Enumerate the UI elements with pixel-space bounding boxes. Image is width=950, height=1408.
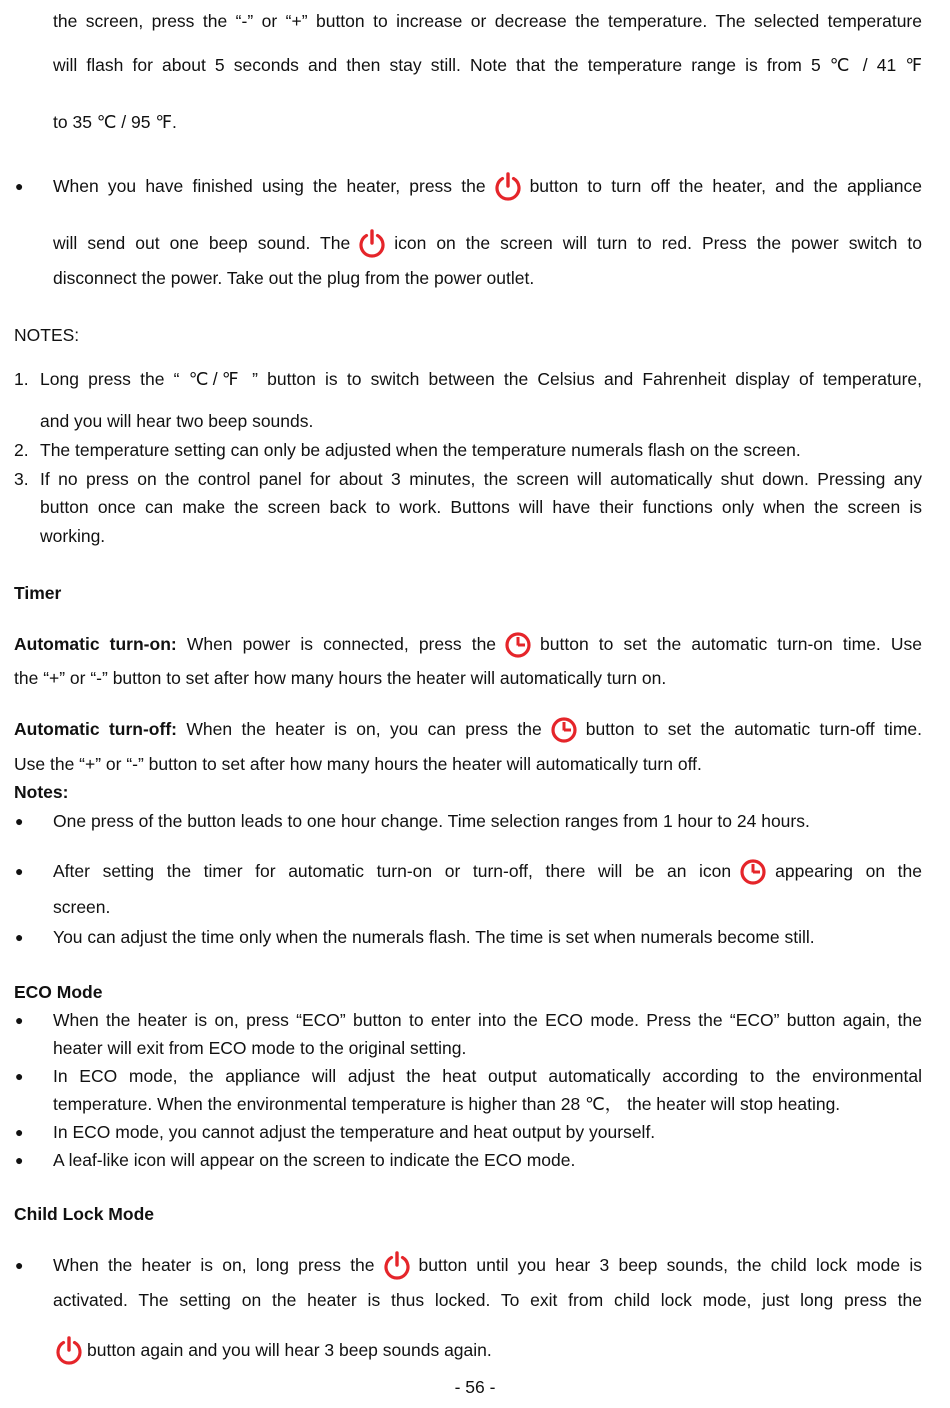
- timer-icon: [737, 856, 769, 888]
- eco-heading: ECO Mode: [14, 982, 103, 1002]
- child-lock-line-2: activated. The setting on the heater is thus locked. To exit from child lock mode, just long press the: [53, 1290, 922, 1310]
- timer-on-text: When power is connected, press the: [186, 634, 497, 654]
- timer-on-text: button to set the automatic turn-on time. Use: [540, 634, 922, 654]
- timer-note-2-text: After setting the timer for automatic turn-on or turn-off, there will be an icon: [53, 861, 732, 881]
- eco-note-3: In ECO mode, you cannot adjust the temperature and heat output by yourself.: [53, 1122, 656, 1142]
- child-lock-text: button until you hear 3 beep sounds, the child lock mode is: [418, 1255, 922, 1275]
- eco-note-2-line-2: temperature. When the environmental temperature is higher than 28 ℃， the heater will stop heating.: [53, 1094, 841, 1114]
- bullet-dot: ●: [15, 1068, 24, 1084]
- bullet-dot: ●: [15, 1124, 24, 1140]
- timer-off-line-1: [14, 707, 922, 751]
- eco-note-1-line-1: When the heater is on, press “ECO” button to enter into the ECO mode. Press the “ECO” button again, the: [53, 1010, 922, 1030]
- note-1-line-1: Long press the “ ℃/℉ ” button is to switch between the Celsius and Fahrenheit display of temperature,: [40, 369, 922, 389]
- power-icon: [356, 228, 388, 260]
- note-3-line-1: If no press on the control panel for about 3 minutes, the screen will automatically shut down. Pressing any: [40, 469, 922, 489]
- timer-on-line-2: the “+” or “-” button to set after how many hours the heater will automatically turn on.: [14, 668, 667, 688]
- bullet-dot: ●: [15, 813, 24, 829]
- eco-note-2-line-1: In ECO mode, the appliance will adjust the heat output automatically according to the environmental: [53, 1066, 922, 1086]
- off-bullet-text: button to turn off the heater, and the appliance: [529, 176, 922, 196]
- timer-note-2-line-2: screen.: [53, 897, 111, 917]
- child-lock-text: When the heater is on, long press the: [53, 1255, 375, 1275]
- intro-line-2: will flash for about 5 seconds and then stay still. Note that the temperature range is from 5 ℃ / 41 ℉: [53, 55, 922, 75]
- bullet-dot: ●: [15, 1152, 24, 1168]
- bullet-dot: ●: [15, 929, 24, 945]
- timer-off-line-2: Use the “+” or “-” button to set after how many hours the heater will automatically turn off.: [14, 754, 702, 774]
- power-icon: [492, 171, 524, 203]
- bullet-dot: ●: [15, 1257, 24, 1273]
- power-icon: [53, 1335, 85, 1367]
- off-bullet-line-1: [53, 164, 922, 208]
- power-icon: [381, 1250, 413, 1282]
- child-lock-line-1: [53, 1243, 922, 1287]
- note-number: 1.: [14, 369, 29, 389]
- note-1-line-2: and you will hear two beep sounds.: [40, 411, 314, 431]
- off-bullet-text: will send out one beep sound. The: [53, 233, 351, 253]
- timer-note-1: One press of the button leads to one hour change. Time selection ranges from 1 hour to 24 hours.: [53, 811, 810, 831]
- timer-note-2-line-1: [53, 849, 922, 893]
- note-3-line-2: button once can make the screen back to work. Buttons will have their functions only when the screen is: [40, 497, 922, 517]
- bullet-dot: ●: [15, 863, 24, 879]
- note-2-line-1: The temperature setting can only be adjusted when the temperature numerals flash on the screen.: [40, 440, 801, 460]
- intro-line-3: to 35 ℃ / 95 ℉.: [53, 112, 177, 132]
- note-number: 3.: [14, 469, 29, 489]
- timer-on-line-1: [14, 622, 922, 666]
- child-lock-heading: Child Lock Mode: [14, 1204, 154, 1224]
- timer-heading: Timer: [14, 583, 62, 603]
- timer-icon: [502, 629, 534, 661]
- timer-notes-heading: Notes:: [14, 782, 69, 802]
- child-lock-line-3: [53, 1328, 492, 1372]
- off-bullet-line-3: disconnect the power. Take out the plug from the power outlet.: [53, 268, 535, 288]
- timer-note-3: You can adjust the time only when the numerals flash. The time is set when numerals become still.: [53, 927, 815, 947]
- timer-off-text: When the heater is on, you can press the: [186, 719, 542, 739]
- bullet-dot: ●: [15, 1012, 24, 1028]
- off-bullet-text: When you have finished using the heater, press the: [53, 176, 486, 196]
- timer-off-label: Automatic turn-off:: [14, 719, 177, 739]
- eco-note-1-line-2: heater will exit from ECO mode to the original setting.: [53, 1038, 467, 1058]
- timer-off-text: button to set the automatic turn-off time.: [585, 719, 922, 739]
- timer-note-2-text: appearing on the: [775, 861, 922, 881]
- notes-heading: NOTES:: [14, 325, 80, 345]
- intro-line-1: the screen, press the “-” or “+” button to increase or decrease the temperature. The selected temperature: [53, 11, 922, 31]
- bullet-dot: ●: [15, 178, 24, 194]
- timer-icon: [548, 714, 580, 746]
- off-bullet-line-2: [53, 221, 922, 265]
- page-number: - 56 -: [454, 1377, 496, 1397]
- off-bullet-text: icon on the screen will turn to red. Press the power switch to: [394, 233, 922, 253]
- note-3-line-3: working.: [40, 526, 106, 546]
- eco-note-4: A leaf-like icon will appear on the screen to indicate the ECO mode.: [53, 1150, 576, 1170]
- child-lock-text: button again and you will hear 3 beep sounds again.: [87, 1340, 492, 1360]
- timer-on-label: Automatic turn-on:: [14, 634, 177, 654]
- note-number: 2.: [14, 440, 29, 460]
